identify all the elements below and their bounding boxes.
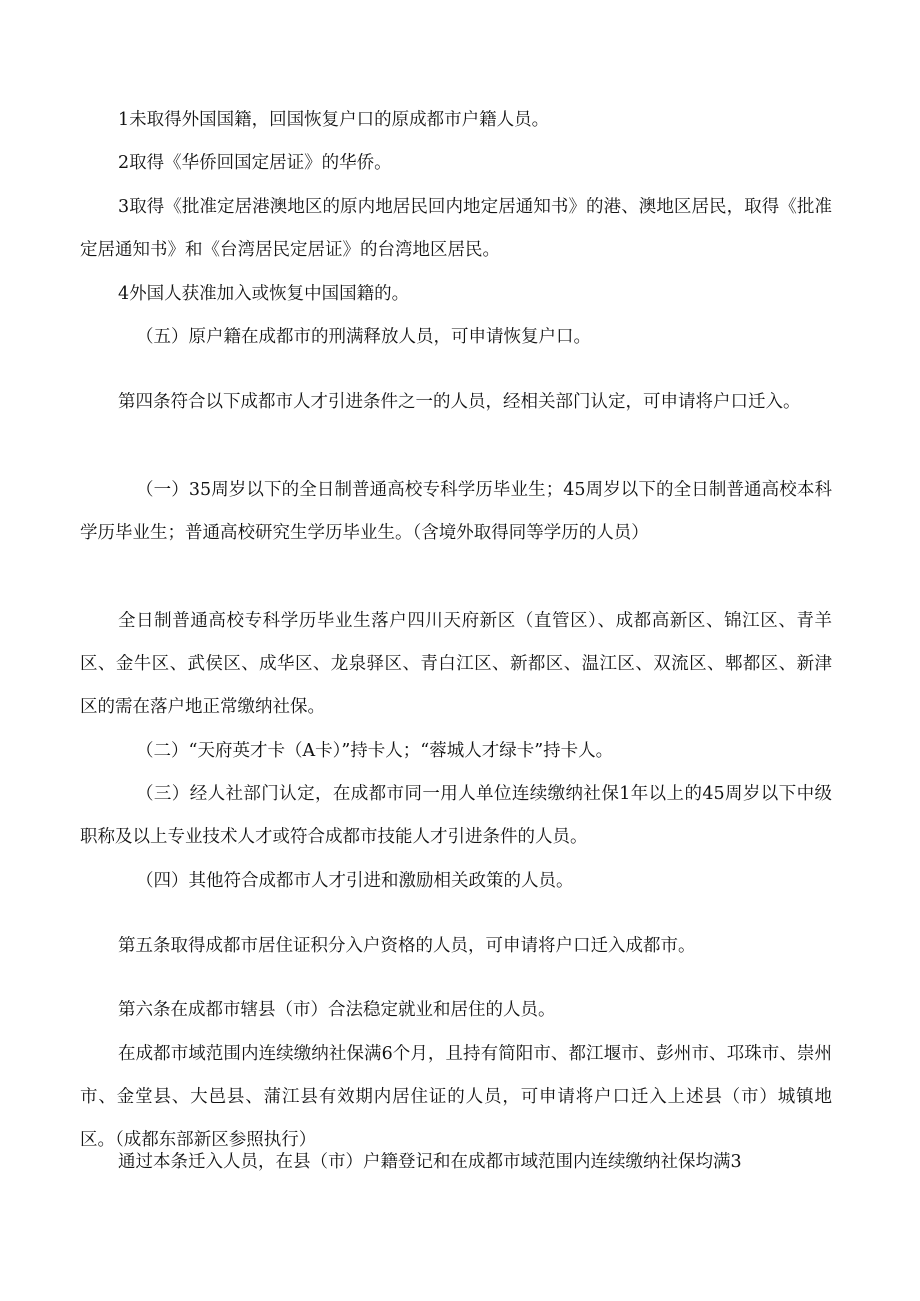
article-6-heading: 第六条在成都市辖县（市）合法稳定就业和居住的人员。 [118, 1000, 556, 1020]
paragraph-11: （四）其他符合成都市人才引进和激励相关政策的人员。 [136, 871, 574, 891]
article-5-heading: 第五条取得成都市居住证积分入户资格的人员，可申请将户口迁入成都市。 [118, 936, 696, 956]
paragraph-2: 2取得《华侨回国定居证》的华侨。 [118, 153, 392, 173]
paragraph-10: （三）经人社部门认定，在成都市同一用人单位连续缴纳社保1年以上的45周岁以下中级职称及以上专业技术人才或符合成都市技能人才引进条件的人员。 [80, 784, 832, 847]
article-4-heading: 第四条符合以下成都市人才引进条件之一的人员，经相关部门认定，可申请将户口迁入。 [118, 392, 801, 412]
paragraph-3: 3取得《批准定居港澳地区的原内地居民回内地定居通知书》的港、澳地区居民，取得《批准定居通知书》和《台湾居民定居证》的台湾地区居民。 [80, 197, 832, 260]
paragraph-4: 4外国人获准加入或恢复中国国籍的。 [118, 284, 410, 304]
paragraph-14: 在成都市域范围内连续缴纳社保满6个月，且持有简阳市、都江堰市、彭州市、邛珠市、崇州市、金堂县、大邑县、蒲江县有效期内居住证的人员，可申请将户口迁入上述县（市）城镇地区。（成都东部新区参照执行） [80, 1044, 832, 1150]
paragraph-1: 1未取得外国国籍，回国恢复户口的原成都市户籍人员。 [118, 110, 550, 130]
paragraph-5: （五）原户籍在成都市的刑满释放人员，可申请恢复户口。 [136, 327, 591, 347]
paragraph-8: 全日制普通高校专科学历毕业生落户四川天府新区（直管区）、成都高新区、锦江区、青羊区、金牛区、武侯区、成华区、龙泉驿区、青白江区、新都区、温江区、双流区、郫都区、新津区的需在落户地正常缴纳社保。 [80, 611, 832, 717]
paragraph-15: 通过本条迁入人员，在县（市）户籍登记和在成都市域范围内连续缴纳社保均满3 [118, 1152, 742, 1172]
paragraph-7: （一）35周岁以下的全日制普通高校专科学历毕业生；45周岁以下的全日制普通高校本科学历毕业生；普通高校研究生学历毕业生。（含境外取得同等学历的人员） [80, 480, 832, 543]
paragraph-9: （二）“天府英才卡（A卡）”持卡人；“蓉城人才绿卡”持卡人。 [136, 741, 614, 761]
